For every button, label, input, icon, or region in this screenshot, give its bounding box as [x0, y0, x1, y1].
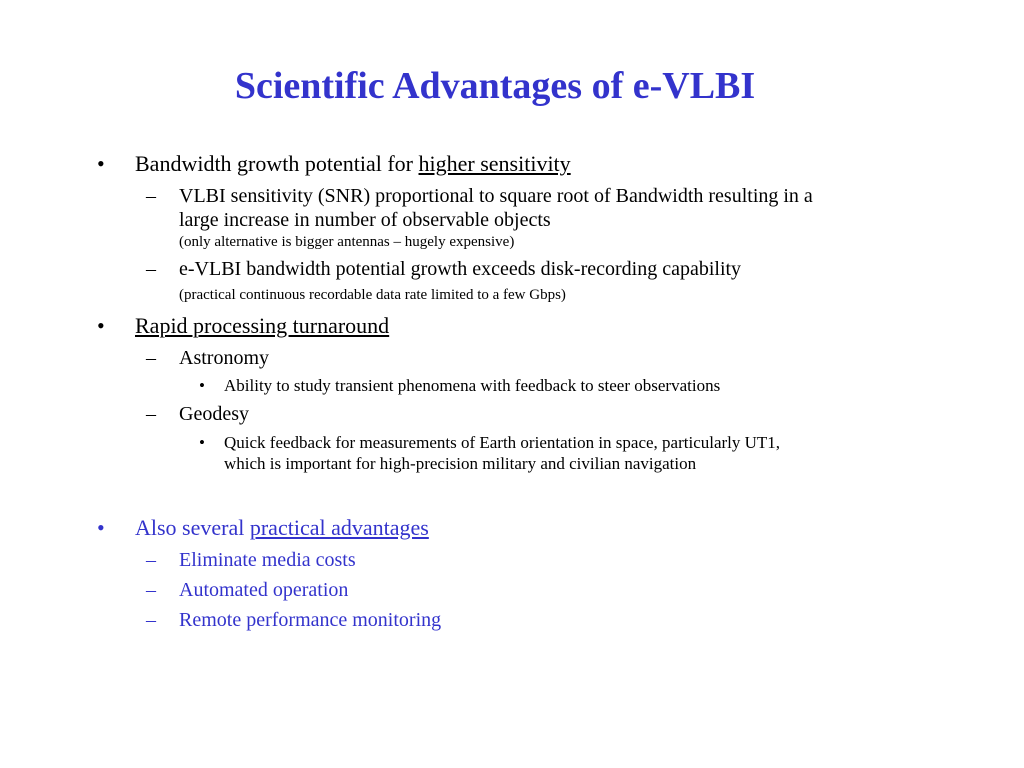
- practical-prefix: Also several: [135, 515, 250, 540]
- disk-recording-line: e-VLBI bandwidth potential growth exceeds disk-recording capability: [179, 258, 742, 280]
- rapid-processing-link[interactable]: Rapid processing turnaround: [135, 313, 390, 338]
- dash-marker: –: [146, 609, 156, 631]
- geodesy-detail-line-2: which is important for high-precision military and civilian navigation: [224, 454, 697, 473]
- bullet-marker: •: [199, 433, 205, 452]
- dash-marker: –: [146, 549, 156, 571]
- bullet-marker: •: [97, 151, 105, 176]
- bandwidth-prefix: Bandwidth growth potential for: [135, 151, 419, 176]
- bullet-marker: •: [97, 515, 105, 540]
- higher-sensitivity-link[interactable]: higher sensitivity: [418, 151, 571, 176]
- practical-item-automated: Automated operation: [179, 579, 349, 601]
- astronomy-item: Astronomy: [179, 347, 269, 369]
- geodesy-detail-line-1: Quick feedback for measurements of Earth orientation in space, particularly UT1,: [224, 433, 781, 452]
- dash-marker: –: [146, 347, 156, 369]
- dash-marker: –: [146, 403, 156, 425]
- practical-bullet: [135, 515, 429, 541]
- antenna-note: (only alternative is bigger antennas – hugely expensive): [179, 234, 515, 250]
- geodesy-item: Geodesy: [179, 403, 249, 425]
- dash-marker: –: [146, 579, 156, 601]
- gbps-note: (practical continuous recordable data rate limited to a few Gbps): [179, 287, 566, 303]
- practical-item-media-costs: Eliminate media costs: [179, 549, 356, 571]
- bullet-marker: •: [199, 376, 205, 395]
- slide-title: Scientific Advantages of e-VLBI: [234, 65, 756, 107]
- dash-marker: –: [146, 185, 156, 207]
- snr-line-1: VLBI sensitivity (SNR) proportional to square root of Bandwidth resulting in a: [179, 185, 813, 207]
- astronomy-detail: Ability to study transient phenomena with feedback to steer observations: [224, 376, 721, 395]
- practical-advantages-link[interactable]: practical advantages: [249, 515, 429, 540]
- bandwidth-bullet: [135, 151, 571, 177]
- bullet-marker: •: [97, 313, 105, 338]
- dash-marker: –: [146, 258, 156, 280]
- snr-line-2: large increase in number of observable objects: [179, 209, 551, 231]
- practical-item-monitoring: Remote performance monitoring: [179, 609, 442, 631]
